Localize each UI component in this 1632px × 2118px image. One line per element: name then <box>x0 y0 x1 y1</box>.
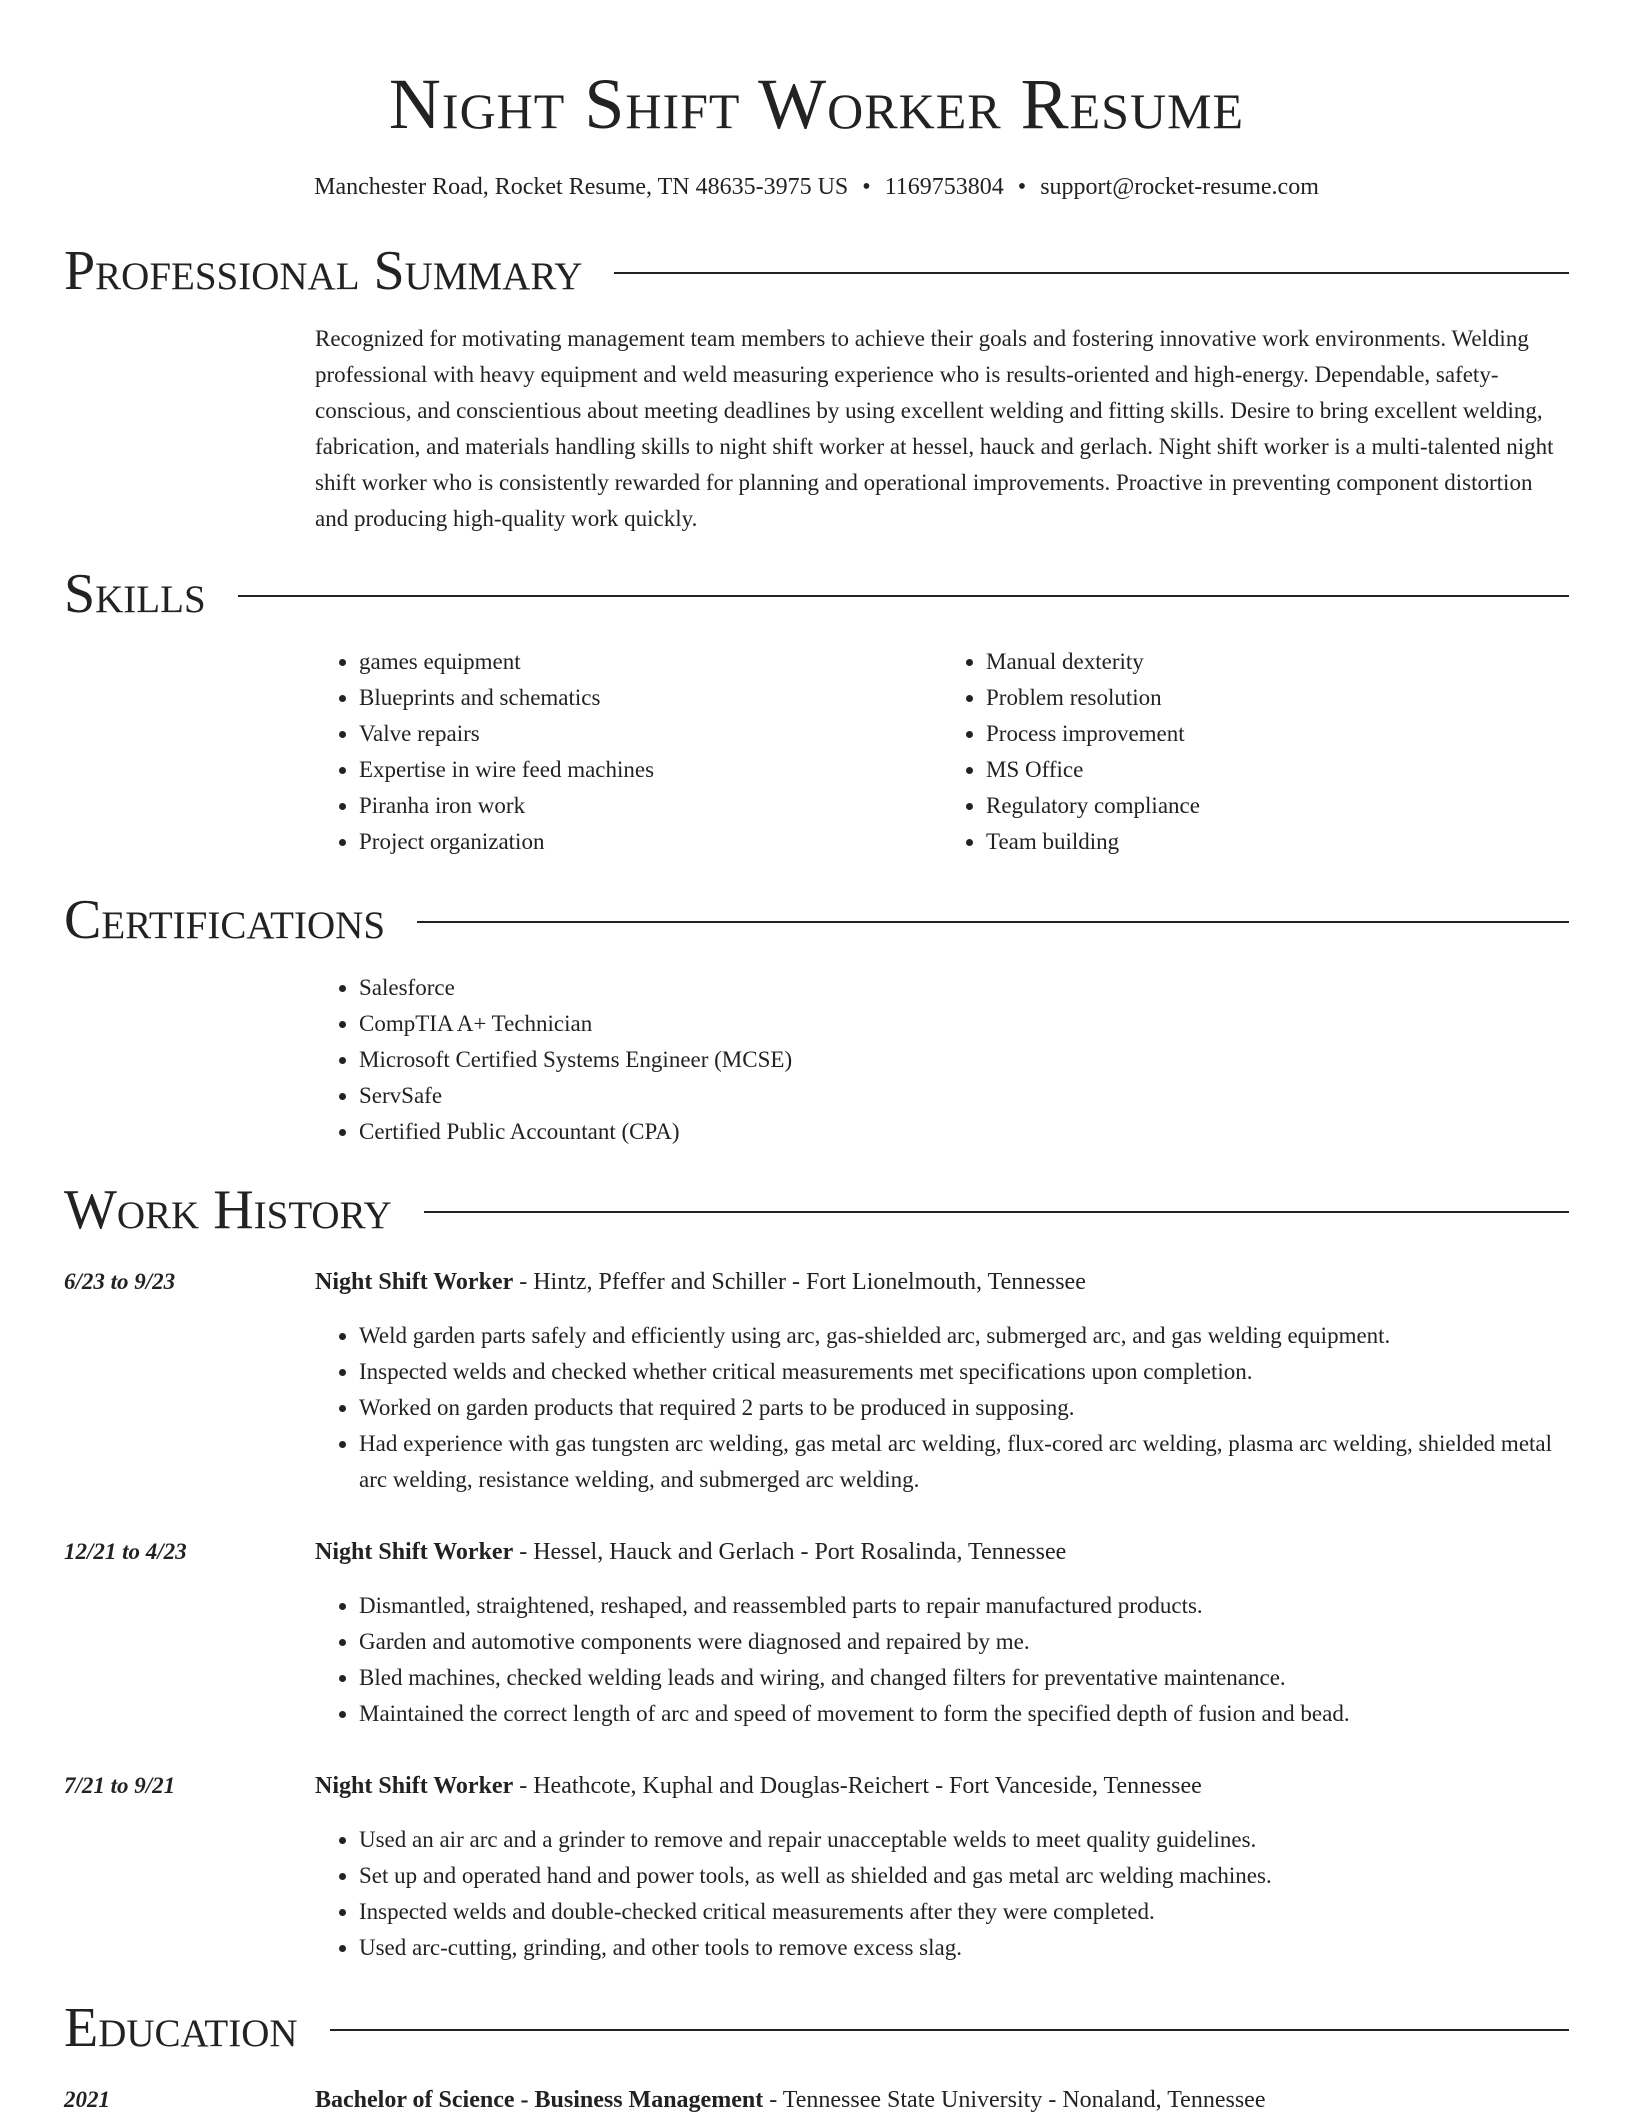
education-year: 2021 <box>64 2087 110 2112</box>
job-role: Night Shift Worker <box>315 1269 514 1295</box>
skills-section-title: Skills <box>64 563 206 625</box>
job-duty: • Maintained the correct length of arc and speed of movement to form the specified depth of fusion and bead. <box>359 1696 1569 1732</box>
skill-item: • Piranha iron work <box>359 788 942 824</box>
section-divider <box>330 2029 1569 2031</box>
skills-section-header <box>64 562 1569 626</box>
job-role: Night Shift Worker <box>315 1773 514 1799</box>
skill-item: • Expertise in wire feed machines <box>359 752 942 788</box>
job-employer: - Hessel, Hauck and Gerlach - Port Rosalinda, Tennessee <box>513 1539 1067 1565</box>
certification-item: • Salesforce <box>359 970 1569 1006</box>
job-duty: • Used an air arc and a grinder to remove and repair unacceptable welds to meet quality guidelines. <box>359 1822 1569 1858</box>
skills-grid <box>315 644 1569 860</box>
job-body <box>315 1768 1569 1966</box>
education-section-title: Education <box>64 1997 298 2059</box>
skill-item: • Project organization <box>359 824 942 860</box>
certifications-section-header <box>64 888 1569 952</box>
job-duty: • Bled machines, checked welding leads and wiring, and changed filters for preventative maintenance. <box>359 1660 1569 1696</box>
certification-item: • Certified Public Accountant (CPA) <box>359 1114 1569 1150</box>
section-divider <box>614 272 1569 274</box>
education-school: - Tennessee State University - Nonaland, Tennessee <box>763 2087 1266 2113</box>
section-divider <box>417 921 1569 923</box>
job-duty: • Set up and operated hand and power tools, as well as shielded and gas metal arc welding machines. <box>359 1858 1569 1894</box>
job-duty: • Had experience with gas tungsten arc welding, gas metal arc welding, flux-cored arc welding, plasma arc welding, shielded metal arc welding, resistance welding, and submerged arc welding. <box>359 1426 1569 1498</box>
contact-phone: 1169753804 <box>884 174 1004 200</box>
job-title-line <box>315 1264 1569 1300</box>
education-body <box>315 2082 1569 2118</box>
job-duties <box>315 1588 1569 1732</box>
contact-email: support@rocket-resume.com <box>1040 174 1319 200</box>
job-entry <box>64 1264 1569 1498</box>
job-duty: • Used arc-cutting, grinding, and other tools to remove excess slag. <box>359 1930 1569 1966</box>
job-duty: • Garden and automotive components were diagnosed and repaired by me. <box>359 1624 1569 1660</box>
section-divider <box>238 595 1569 597</box>
education-line <box>315 2082 1569 2118</box>
education-section-header <box>64 1996 1569 2060</box>
certification-item: • ServSafe <box>359 1078 1569 1114</box>
job-duties <box>315 1318 1569 1498</box>
job-duty: • Worked on garden products that required 2 parts to be produced in supposing. <box>359 1390 1569 1426</box>
summary-section-header <box>64 239 1569 303</box>
certifications-list <box>315 970 1569 1150</box>
job-body <box>315 1534 1569 1732</box>
job-role: Night Shift Worker <box>315 1539 514 1565</box>
skill-item: • Team building <box>986 824 1569 860</box>
education-entry <box>64 2082 1569 2118</box>
job-entry <box>64 1768 1569 1966</box>
job-title-line <box>315 1534 1569 1570</box>
skill-item: • Valve repairs <box>359 716 942 752</box>
skills-list-right <box>942 644 1569 860</box>
certification-item: • Microsoft Certified Systems Engineer (MCSE) <box>359 1042 1569 1078</box>
job-entry <box>64 1534 1569 1732</box>
contact-address: Manchester Road, Rocket Resume, TN 48635-3975 US <box>314 174 849 200</box>
job-dates: 7/21 to 9/21 <box>64 1773 176 1798</box>
skill-item: • MS Office <box>986 752 1569 788</box>
contact-separator: • <box>1017 174 1027 200</box>
skills-list-left <box>315 644 942 860</box>
job-body <box>315 1264 1569 1498</box>
resume-title: Night Shift Worker Resume <box>388 64 1245 144</box>
job-duty: • Dismantled, straightened, reshaped, and reassembled parts to repair manufactured products. <box>359 1588 1569 1624</box>
job-duty: • Inspected welds and checked whether critical measurements met specifications upon completion. <box>359 1354 1569 1390</box>
summary-text: Recognized for motivating management team members to achieve their goals and fostering innovative work environments. Welding professional with heavy equipment and weld measuring experience who is results-oriented and high-energy. Dependable, safety-conscious, and conscientious about meeting deadlines by using excellent welding and fitting skills. Desire to bring excellent welding, fabrication, and materials handling skills to night shift worker at hessel, hauck and gerlach. Night shift worker is a multi-talented night shift worker who is consistently rewarded for planning and operational improvements. Proactive in preventing component distortion and producing high-quality work quickly. <box>315 326 1554 531</box>
job-duties <box>315 1822 1569 1966</box>
skill-item: • Blueprints and schematics <box>359 680 942 716</box>
job-duty: • Inspected welds and double-checked critical measurements after they were completed. <box>359 1894 1569 1930</box>
certification-item: • CompTIA A+ Technician <box>359 1006 1569 1042</box>
certifications-section-title: Certifications <box>64 889 386 951</box>
skill-item: • Problem resolution <box>986 680 1569 716</box>
job-employer: - Heathcote, Kuphal and Douglas-Reichert - Fort Vanceside, Tennessee <box>513 1773 1202 1799</box>
skill-item: • Manual dexterity <box>986 644 1569 680</box>
education-degree: Bachelor of Science - Business Management <box>315 2087 764 2113</box>
work-section-title: Work History <box>64 1179 392 1241</box>
resume-page <box>64 0 1569 2118</box>
job-employer: - Hintz, Pfeffer and Schiller - Fort Lionelmouth, Tennessee <box>513 1269 1086 1295</box>
job-title-line <box>315 1768 1569 1804</box>
summary-section-title: Professional Summary <box>64 240 583 302</box>
certifications-block <box>315 970 1569 1150</box>
section-divider <box>424 1211 1569 1213</box>
skill-item: • Regulatory compliance <box>986 788 1569 824</box>
job-dates: 12/21 to 4/23 <box>64 1539 187 1564</box>
skill-item: • Process improvement <box>986 716 1569 752</box>
skill-item: • games equipment <box>359 644 942 680</box>
job-dates: 6/23 to 9/23 <box>64 1269 176 1294</box>
contact-separator: • <box>862 174 871 200</box>
job-duty: • Weld garden parts safely and efficiently using arc, gas-shielded arc, submerged arc, and gas welding equipment. <box>359 1318 1569 1354</box>
contact-line <box>64 172 1569 202</box>
work-section-header <box>64 1178 1569 1242</box>
